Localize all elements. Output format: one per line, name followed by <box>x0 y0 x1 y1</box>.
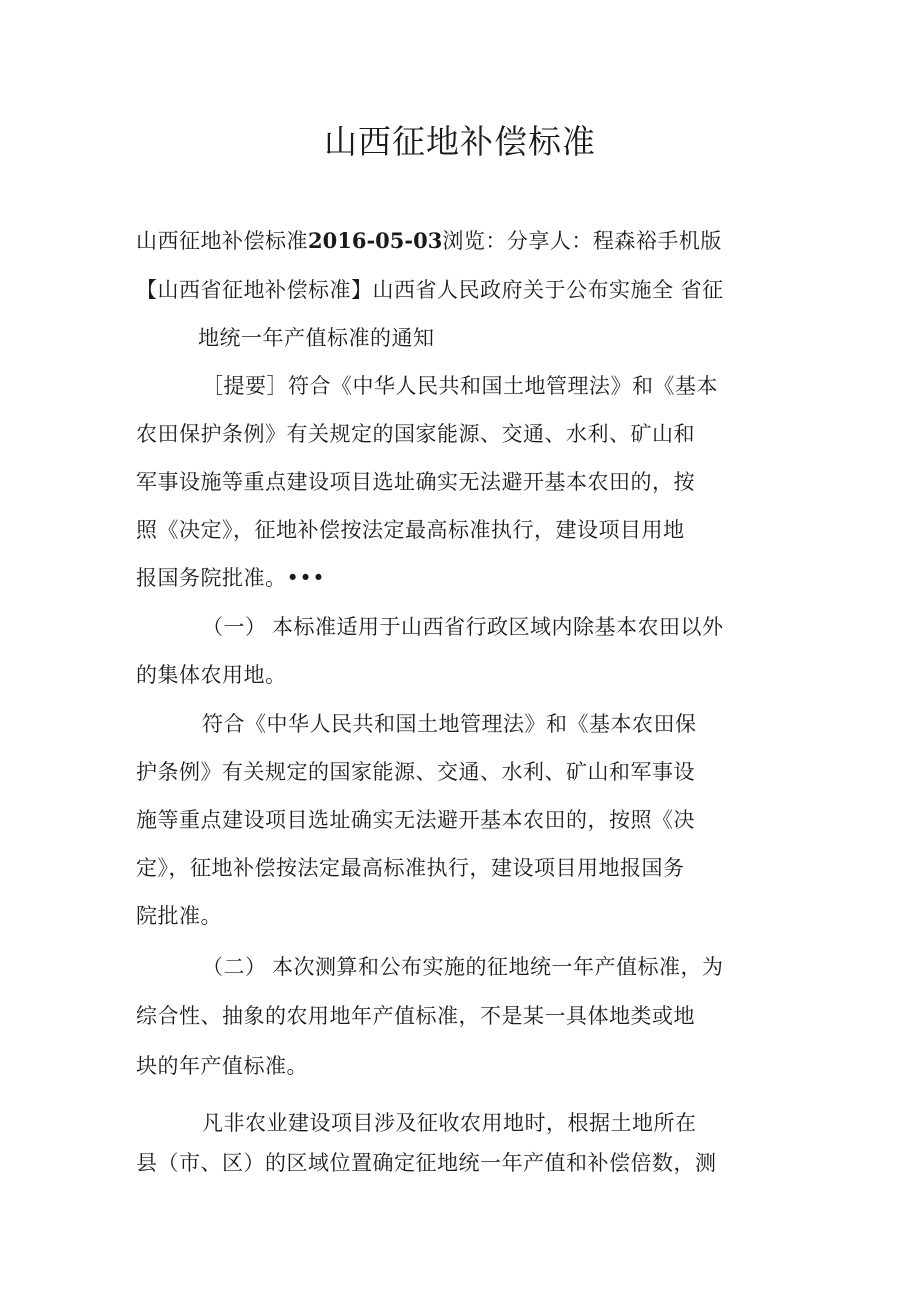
paragraph-line: 施等重点建设项目选址确实无法避开基本农田的，按照《决 <box>136 808 695 832</box>
meta-line <box>136 226 722 256</box>
paragraph-line: 凡非农业建设项目涉及征收农用地时，根据土地所在 <box>202 1111 697 1135</box>
document-title: 山西征地补偿标准 <box>324 122 596 161</box>
summary-line: 照《决定》，征地补偿按法定最高标准执行，建设项目用地 <box>136 518 685 542</box>
meta-date: 2016-05-03 <box>308 228 443 253</box>
paragraph-line: 符合《中华人民共和国土地管理法》和《基本农田保 <box>202 712 697 736</box>
notice-heading-line1: 【山西省征地补偿标准】山西省人民政府关于公布实施全 省征 <box>136 278 724 302</box>
summary-line: 报国务院批准。••• <box>136 566 326 590</box>
summary-line: 军事设施等重点建设项目选址确实无法避开基本农田的，按 <box>136 470 695 494</box>
item-two-line2: 综合性、抽象的农用地年产值标准，不是某一具体地类或地 <box>136 1004 695 1028</box>
paragraph-line: 护条例》有关规定的国家能源、交通、水利、矿山和军事设 <box>136 760 695 784</box>
item-one-line2: 的集体农用地。 <box>136 663 287 687</box>
paragraph-line: 院批准。 <box>136 904 222 928</box>
item-one-line1 <box>202 612 724 642</box>
paragraph-line: 定》，征地补偿按法定最高标准执行，建设项目用地报国务 <box>136 856 685 880</box>
summary-line: 农田保护条例》有关规定的国家能源、交通、水利、矿山和 <box>136 422 695 446</box>
item-one-marker: （一） <box>202 615 267 639</box>
item-two-line3: 块的年产值标准。 <box>136 1054 308 1078</box>
item-two-marker: （二） <box>202 955 267 979</box>
item-two-line1 <box>202 952 724 982</box>
meta-prefix: 山西征地补偿标准 <box>136 229 308 253</box>
item-one-text: 本标准适用于山西省行政区域内除基本农田以外 <box>272 615 724 639</box>
paragraph-line: 县（市、区）的区域位置确定征地统一年产值和补偿倍数，测 <box>136 1151 717 1175</box>
item-two-text: 本次测算和公布实施的征地统一年产值标准，为 <box>272 955 724 979</box>
notice-heading-line2: 地统一年产值标准的通知 <box>198 326 435 350</box>
summary-line: ［提要］符合《中华人民共和国土地管理法》和《基本 <box>202 374 718 398</box>
meta-suffix: 浏览：分享人：程森裕手机版 <box>442 229 722 253</box>
